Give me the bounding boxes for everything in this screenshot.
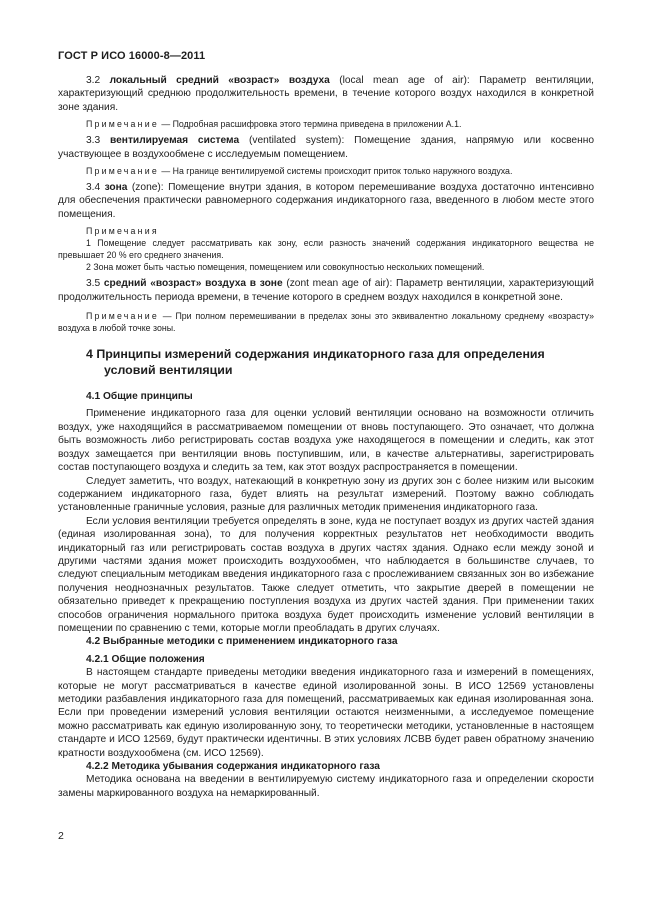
- subsection-4-2-1-heading: 4.2.1 Общие положения: [86, 653, 205, 665]
- paragraph: Применение индикаторного газа для оценки условий вентиляции основано на возможности отличить воздух, уже находящийся в рассматриваемом помещении от вновь поступающего. Это означает, что должна быть возможность либо регистрировать состав воздуха уже находящегося в помещении и следить, как этот воздух замещается при вентиляции вновь поступившим, или, в качестве альтернативы, зарегистрировать состав поступающего воздуха и следить за тем, как этот воздух распространяется в помещении.: [58, 408, 594, 474]
- note-term-3-3: [58, 165, 594, 177]
- note-label: Примечание: [86, 119, 159, 130]
- term-number: 3.3: [86, 135, 110, 147]
- note-label: Примечание: [86, 311, 159, 322]
- term-definition: (zone): Помещение внутри здания, в котором перемешивание воздуха достаточно интенсивно для обеспечения практически равномерного содержания индикаторного газа, введенного в любом месте этого помещения.: [58, 182, 594, 220]
- term-name: вентилируемая система: [110, 135, 240, 147]
- term-name: локальный средний «возраст» воздуха: [109, 75, 330, 86]
- paragraph: В настоящем стандарте приведены методики введения индикаторного газа и измерений в помещениях, которые не могут рассматриваться в качестве единой изолированной зоны. В ИСО 12569 установлены методики разбавления индикаторного газа для помещений, рассматриваемых как единая изолированная зона. Если при проведении измерений условия вентиляции остаются неизменными, а исследуемое помещение можно рассматривать как единую изолированную зону, то теоретически методики, установленные в настоящем стандарте и ИСО 12569, будут практически идентичны. В этих условиях ЛСВВ будет равен обратному значению кратности воздухообмена (см. ИСО 12569).: [58, 667, 594, 759]
- note-text: — На границе вентилируемой системы происходит приток только наружного воздуха.: [158, 166, 513, 177]
- term-3-3: [58, 134, 594, 161]
- subsection-4-2-heading: 4.2 Выбранные методики с применением индикаторного газа: [86, 636, 398, 648]
- notes-heading: Примечания: [86, 226, 159, 237]
- term-name: зона: [104, 182, 128, 194]
- page-number: 2: [58, 830, 64, 842]
- note-item-1: 1 Помещение следует рассматривать как зону, если разность значений содержания индикаторного вещества не превышает 20 % его среднего значения.: [58, 238, 594, 261]
- term-number: 3.4: [86, 182, 105, 194]
- subsection-4-2-2-heading: 4.2.2 Методика убывания содержания индикаторного газа: [86, 761, 380, 773]
- section-title-line: условий вентиляции: [104, 363, 233, 378]
- document-header: ГОСТ Р ИСО 16000-8—2011: [58, 50, 206, 62]
- note-term-3-2: [58, 118, 594, 130]
- paragraph: Следует заметить, что воздух, натекающий в конкретную зону из других зон с более низким или высоким содержанием индикаторного газа, будет влиять на результат измерений. Поэтому важно соблюдать установленные граничные условия, разные для различных методик применения индикаторного газа.: [58, 475, 594, 514]
- paragraph: Методика основана на введении в вентилируемую систему индикаторного газа и определении скорости замены маркированного воздуха на немаркированный.: [58, 774, 594, 799]
- section-4-heading: [58, 346, 594, 378]
- paragraph: Если условия вентиляции требуется определять в зоне, куда не поступает воздух из других частей здания (единая изолированная зона), то для получения корректных результатов нет необходимости вводить индикаторный газ или регистрировать состав воздуха в других частях здания. Однако если между зоной и другими частями здания может происходить воздухообмен, что наблюдается в большинстве случаев, то следуют специальным методикам введения индикаторного газа с прослеживанием связанных зон во избежание получения неоднозначных результатов. Также следует отметить, что закрытие дверей в помещении не обязательно приведет к прекращению поступления воздуха из других частей здания. При применении таких способов ограничения нормального притока воздуха будет происходить изменение условий вентиляции в помещении по сравнению с теми, которые могли преобладать в других случаях.: [58, 515, 594, 634]
- note-text: — Подробная расшифровка этого термина приведена в приложении А.1.: [158, 119, 462, 130]
- term-number: 3.2: [86, 75, 110, 86]
- term-definition: (ventilated system): Помещение здания, напрямую или косвенно участвующее в воздухообмене с исследуемым помещением.: [58, 135, 594, 160]
- term-3-5: [58, 277, 594, 304]
- note-text: — При полном перемешивании в пределах зоны это эквивалентно локальному среднему «возрасту» воздуха в любой точке зоны.: [58, 311, 594, 334]
- term-3-2: [58, 74, 594, 114]
- term-definition: (local mean age of air): Параметр вентиляции, характеризующий среднюю продолжительность времени, в течение которого воздух находился в конкретной зоне здания.: [58, 75, 594, 113]
- term-name: средний «возраст» воздуха в зоне: [103, 278, 283, 290]
- term-3-4: [58, 181, 594, 221]
- section-title-line: 4 Принципы измерений содержания индикаторного газа для определения: [86, 347, 545, 362]
- note-item-2: 2 Зона может быть частью помещения, помещением или совокупностью нескольких помещений.: [86, 262, 485, 273]
- term-number: 3.5: [86, 278, 104, 290]
- note-label: Примечание: [86, 166, 159, 177]
- subsection-4-1-heading: 4.1 Общие принципы: [86, 391, 193, 403]
- document-body: [58, 74, 594, 800]
- term-definition: (zont mean age of air): Параметр вентиляции, характеризующий продолжительность периода времени, в течение которого в среднем воздух находился в конкретной зоне.: [58, 278, 594, 303]
- note-term-3-5: [58, 310, 594, 334]
